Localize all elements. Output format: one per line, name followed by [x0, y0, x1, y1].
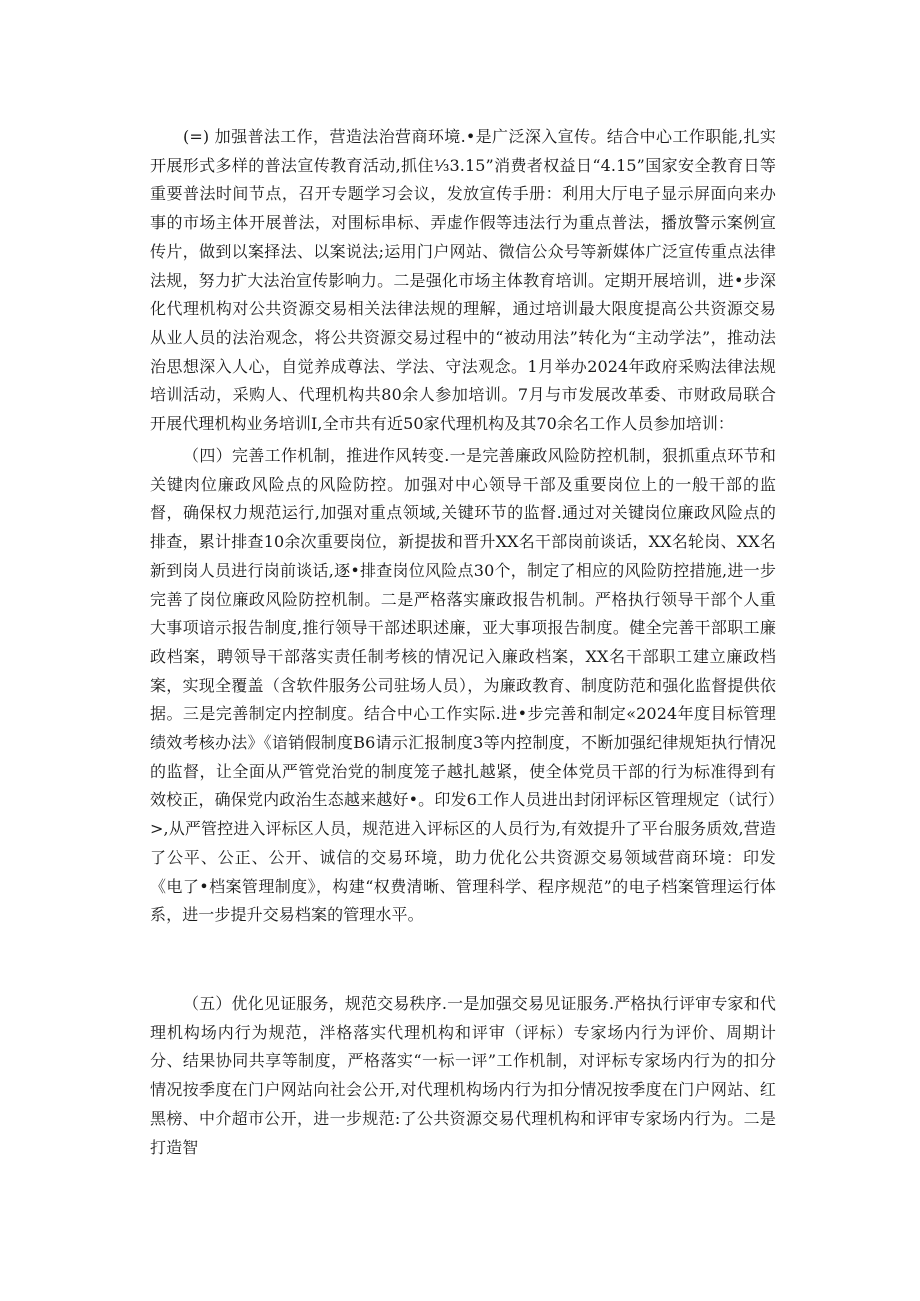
paragraph-witness-service: （五）优化见证服务，规范交易秩序.一是加强交易见证服务.严格执行评审专家和代理机构场内行为规范，泮格落实代理机构和评审（评标）专家场内行为评价、周期计分、结果协同共享等制度，严格落实“一标一评”工作机制，对评标专家场内行为的扣分情况按季度在门户网站向社会公开,对代理机构场内行为扣分情况按季度在门户网站、红黑榜、中介超市公开，进一步规范:了公共资源交易代理机构和评审专家场内行为。二是打造智 — [150, 994, 776, 1157]
paragraph-work-mechanism: （四）完善工作机制，推进作风转变.一是完善廉政风险防控机制，狠抓重点环节和关键肉位廉政风险点的风险防控。加强对中心领导干部及重要岗位上的一般干部的监督，确保权力规范运行,加强对重点领域,关键环节的监督.通过对关键岗位廉政风险点的排查，累计排查10余次重要岗位，新提拔和晋升XX名干部岗前谈话，XX名轮岗、XX名新到岗人员进行岗前谈话,逐•排查岗位风险点30个，制定了相应的风险防控措施,进一步完善了岗位廉政风险防控机制。二是严格落实廉政报告机制。严格执行领导干部个人重大事项谙示报告制度,推行领导干部述职述廉，亚大事项报告制度。健全完善干部职工廉政档案，聘领导干部落实责任制考核的情况记入廉政档案，XX名干部职工建立廉政档案，实现全覆盖（含软件服务公司驻场人员），为廉政教育、制度防范和强化监督提供依据。三是完善制定内控制度。结合中心工作实际.进•步完善和制定«2024年度目标管理绩效考核办法》《谙销假制度B6请示汇报制度3等内控制度，不断加强纪律规矩执行情况的监督，让全面从严管党治党的制度笼子越扎越紧，使全体党员干部的行为标准得到有效校正，确保党内政治生态越来越好•。印发6工作人员进出封闭评标区管理规定（试行）>,从严管控进入评标区人员，规范进入评标区的人员行为,有效提升了平台服务质效,营造了公平、公正、公开、诚信的交易环境，助力优化公共资源交易领域营商环境：印发《电了•档案管理制度》，构建“权费清晰、管理科学、程序规范”的电子档案管理运行体系，进一步提升交易档案的管理水平。 — [150, 446, 776, 925]
paragraph-legal-publicity: (=) 加强普法工作，营造法治营商环境.•是广泛深入宣传。结合中心工作职能,扎实开展形式多样的普法宣传教育活动,抓住⅓3.15”消费者权益日“4.15”国家安全教育日等重要普法时间节点，召开专题学习会议，发放宣传手册：利用大厅电子显示屏面向来办事的市场主体开展普法，对围标串标、弄虚作假等违法行为重点普法，播放警示案例宣传片，做到以案择法、以案说法;运用门户网站、微信公众号等新媒体广泛宣传重点法律法规，努力扩大法治宣传影响力。二是强化市场主体教育培训。定期开展培训，进•步深化代理机构对公共资源交易相关法律法规的理解，通过培训最大限度提高公共资源交易从业人员的法治观念，将公共资源交易过程中的“被动用法”转化为“主动学法”，推动法治思想深入人心，自觉养成尊法、学法、守法观念。1月举办2024年政府采购法律法规培训活动，采购人、代理机构共80余人参加培训。7月与市发展改革委、市财政局联合开展代理机构业务培训I,全市共有近50家代理机构及其70余名工作人员参加培训： — [150, 127, 776, 434]
